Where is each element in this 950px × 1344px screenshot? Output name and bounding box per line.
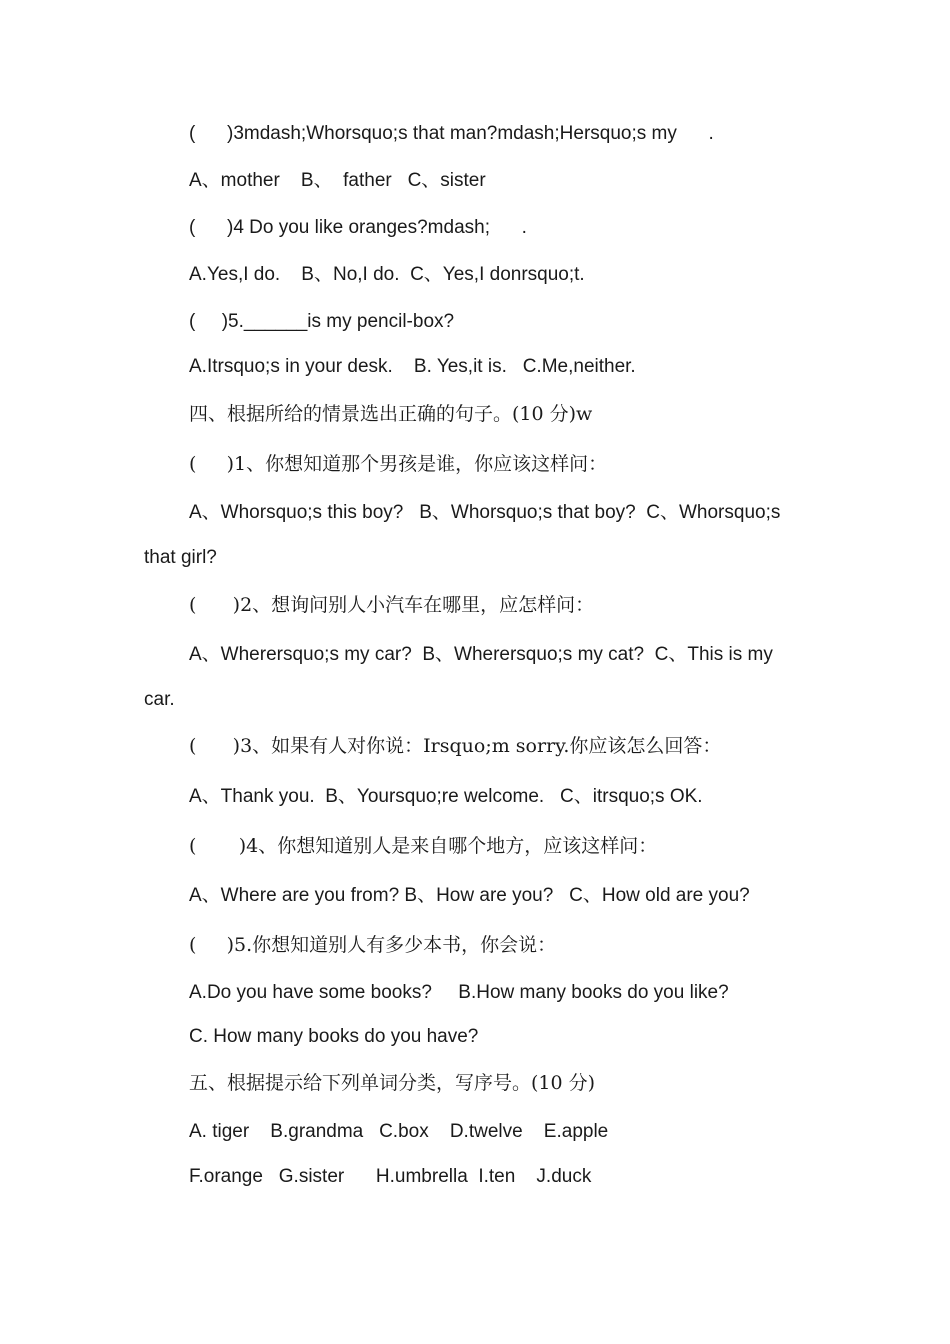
section-4-question-5-options-ab: A.Do you have some books? B.How many books do you like? <box>189 982 729 1003</box>
section-4-question-1: ( )1、你想知道那个男孩是谁，你应该这样问： <box>189 453 608 475</box>
section-4-question-2-options: A、Wherersquo;s my car? B、Wherersquo;s my cat? C、This is my <box>189 644 773 665</box>
question-4-line: ( )4 Do you like oranges?mdash; . <box>189 217 527 238</box>
section-4-question-5: ( )5.你想知道别人有多少本书，你会说： <box>189 934 557 956</box>
question-3-options: A、mother B、 father C、sister <box>189 170 486 191</box>
section-4-question-2-options-continued: car. <box>144 689 175 710</box>
section-4-question-3-options: A、Thank you. B、Yoursquo;re welcome. C、itrsquo;s OK. <box>189 786 703 807</box>
section-4-heading: 四、根据所给的情景选出正确的句子。(10 分)w <box>189 403 593 425</box>
question-5-line: ( )5.______is my pencil-box? <box>189 311 455 332</box>
word-list-row-2: F.orange G.sister H.umbrella I.ten J.duck <box>189 1166 592 1187</box>
section-4-question-1-options: A、Whorsquo;s this boy? B、Whorsquo;s that boy? C、Whorsquo;s <box>189 502 781 523</box>
section-4-question-4: ( )4、你想知道别人是来自哪个地方，应该这样问： <box>189 835 658 857</box>
question-3-line: ( )3mdash;Whorsquo;s that man?mdash;Hersquo;s my . <box>189 123 714 144</box>
section-4-question-3: ( )3、如果有人对你说：Irsquo;m sorry.你应该怎么回答： <box>189 735 722 757</box>
question-5-options: A.Itrsquo;s in your desk. B. Yes,it is. C.Me,neither. <box>189 356 636 377</box>
section-4-question-4-options: A、Where are you from? B、How are you? C、How old are you? <box>189 885 750 906</box>
section-5-heading: 五、根据提示给下列单词分类，写序号。(10 分) <box>189 1072 596 1094</box>
section-4-question-1-options-continued: that girl? <box>144 547 217 568</box>
section-4-question-5-option-c: C. How many books do you have? <box>189 1026 479 1047</box>
section-4-question-2: ( )2、想询问别人小汽车在哪里，应怎样问： <box>189 594 595 616</box>
word-list-row-1: A. tiger B.grandma C.box D.twelve E.apple <box>189 1121 609 1142</box>
question-4-options: A.Yes,I do. B、No,I do. C、Yes,I donrsquo;t. <box>189 264 585 285</box>
